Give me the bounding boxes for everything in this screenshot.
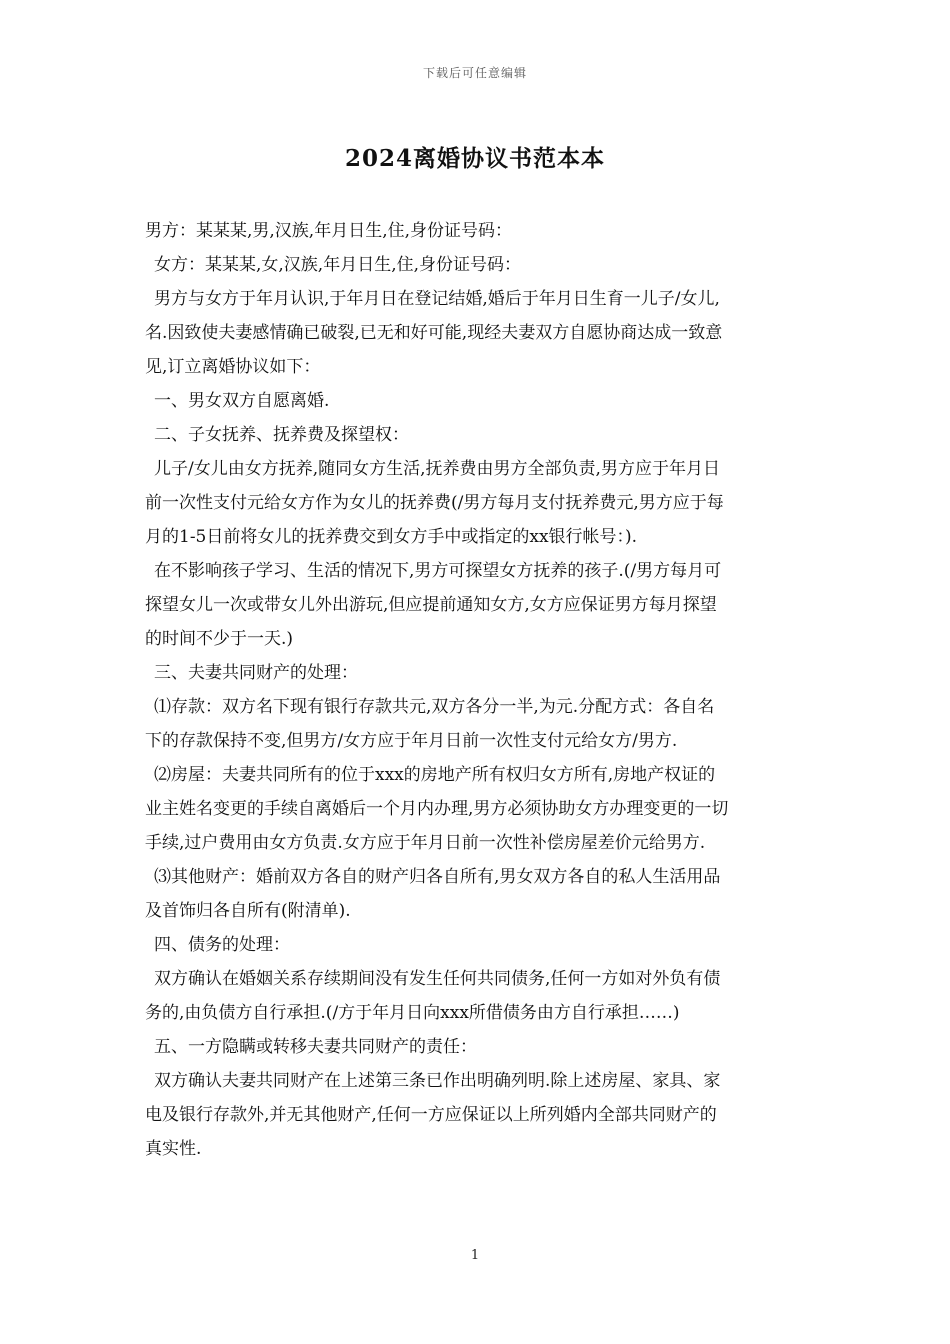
text-line: 二、子女抚养、抚养费及探望权：: [154, 425, 409, 445]
text-line: 探望女儿一次或带女儿外出游玩,但应提前通知女方,女方应保证男方每月探望: [145, 595, 717, 615]
text-line: 见,订立离婚协议如下：: [145, 357, 321, 377]
text-line: 前一次性支付元给女方作为女儿的抚养费(/男方每月支付抚养费元,男方应于每: [145, 493, 724, 513]
text-line: 双方确认夫妻共同财产在上述第三条已作出明确列明.除上述房屋、家具、家: [154, 1071, 721, 1091]
text-line: 双方确认在婚姻关系存续期间没有发生任何共同债务,任何一方如对外负有债: [154, 969, 721, 989]
text-line: 名.因致使夫妻感情确已破裂,已无和好可能,现经夫妻双方自愿协商达成一致意: [145, 323, 723, 343]
text-line: 四、债务的处理：: [154, 935, 290, 955]
text-line: 女方：某某某,女,汉族,年月日生,住,身份证号码：: [154, 255, 522, 275]
text-line: 一、男女双方自愿离婚.: [154, 391, 330, 411]
text-line: 三、夫妻共同财产的处理：: [154, 663, 358, 683]
text-line: ⑴存款：双方名下现有银行存款共元,双方各分一半,为元.分配方式：各自名: [154, 697, 715, 717]
header-note: 下载后可任意编辑: [422, 66, 527, 80]
text-line: 及首饰归各自所有(附清单).: [145, 901, 351, 921]
agreement-body: [145, 214, 810, 1166]
text-line: 务的,由负债方自行承担.(/方于年月日向xxx所借债务由方自行承担……): [145, 1003, 680, 1023]
text-line: 儿子/女儿由女方抚养,随同女方生活,抚养费由男方全部负责,男方应于年月日: [154, 459, 720, 479]
text-line: 五、一方隐瞒或转移夫妻共同财产的责任：: [154, 1037, 477, 1057]
document-title: 2024离婚协议书范本本: [344, 145, 605, 172]
page-number: 1: [470, 1248, 480, 1263]
text-line: ⑶其他财产：婚前双方各自的财产归各自所有,男女双方各自的私人生活用品: [154, 867, 721, 887]
text-line: 真实性.: [145, 1139, 202, 1159]
text-line: 下的存款保持不变,但男方/女方应于年月日前一次性支付元给女方/男方.: [145, 731, 678, 751]
text-line: 男方与女方于年月认识,于年月日在登记结婚,婚后于年月日生育一儿子/女儿,: [154, 289, 720, 309]
text-line: 的时间不少于一天.): [145, 629, 294, 649]
text-line: 手续,过户费用由女方负责.女方应于年月日前一次性补偿房屋差价元给男方.: [145, 833, 706, 853]
text-line: 业主姓名变更的手续自离婚后一个月内办理,男方必须协助女方办理变更的一切: [145, 799, 729, 819]
text-line: 电及银行存款外,并无其他财产,任何一方应保证以上所列婚内全部共同财产的: [145, 1105, 717, 1125]
text-line: 在不影响孩子学习、生活的情况下,男方可探望女方抚养的孩子.(/男方每月可: [154, 561, 722, 581]
text-line: 月的1-5日前将女儿的抚养费交到女方手中或指定的xx银行帐号：).: [145, 527, 638, 547]
text-line: ⑵房屋：夫妻共同所有的位于xxx的房地产所有权归女方所有,房地产权证的: [154, 765, 716, 785]
text-line: 男方：某某某,男,汉族,年月日生,住,身份证号码：: [145, 221, 513, 241]
